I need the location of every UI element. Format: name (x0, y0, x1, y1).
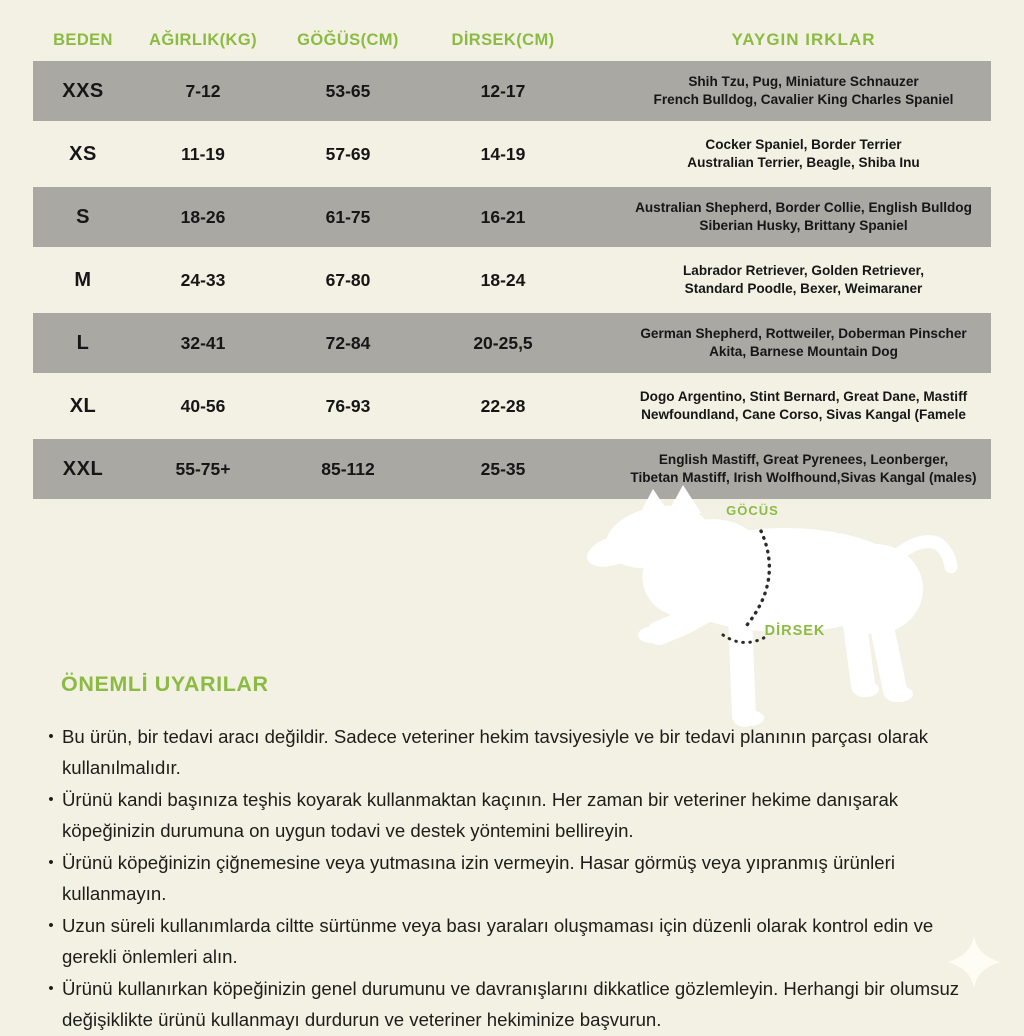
warning-text: Ürünü köpeğinizin çiğnemesine veya yutmasına izin vermeyin. Hasar görmüş veya yıpranmış ürünleri kullanmayın. (62, 852, 895, 904)
weight-cell: 11-19 (181, 143, 225, 164)
warning-text: Uzun süreli kullanımlarda ciltte sürtünme veya bası yaraları oluşmaması için düzenli olarak kontrol edin ve gerekli önlemleri alın. (62, 915, 934, 967)
column-header-size: BEDEN (53, 30, 113, 49)
table-row (33, 250, 991, 310)
warning-item (40, 973, 990, 1035)
table-row (33, 310, 991, 376)
weight-cell: 40-56 (180, 395, 226, 416)
warning-text: Bu ürün, bir tedavi aracı değildir. Sadece veteriner hekim tavsiyesiyle ve bir tedavi planının parçası olarak kullanılmalıdır. (62, 726, 929, 778)
table-header-row (33, 26, 991, 54)
breeds-line: Cocker Spaniel, Border Terrier (705, 137, 902, 152)
size-cell: S (76, 205, 90, 228)
breeds-line: Tibetan Mastiff, Irish Wolfhound,Sivas Kangal (males) (630, 470, 977, 485)
warnings-title: ÖNEMLİ UYARILAR (61, 672, 269, 696)
breeds-cell (583, 262, 1024, 298)
warnings-section (40, 672, 990, 1036)
breeds-line: French Bulldog, Cavalier King Charles Spaniel (653, 92, 954, 107)
bullet-icon: • (48, 917, 54, 934)
warning-item (40, 910, 990, 972)
breeds-line: Australian Shepherd, Border Collie, English Bulldog (635, 200, 972, 215)
chest-cell: 61-75 (325, 206, 371, 227)
elbow-cell: 22-28 (480, 395, 526, 416)
elbow-cell: 20-25,5 (473, 332, 533, 353)
breeds-line: English Mastiff, Great Pyrenees, Leonberger, (658, 452, 949, 467)
elbow-cell: 14-19 (480, 143, 526, 164)
weight-cell: 24-33 (180, 269, 226, 290)
size-cell: XXS (62, 79, 104, 102)
size-cell: M (74, 268, 92, 291)
table-body (0, 58, 1024, 502)
warning-item (40, 847, 990, 909)
breeds-cell (583, 73, 1024, 109)
sparkle-icon (948, 936, 1000, 988)
size-cell: XS (69, 142, 97, 165)
table-row (33, 184, 991, 250)
size-table (0, 0, 1024, 502)
breeds-line: Labrador Retriever, Golden Retriever, (682, 263, 924, 278)
chest-cell: 57-69 (325, 143, 371, 164)
bullet-icon: • (48, 980, 54, 997)
weight-cell: 55-75+ (175, 458, 231, 479)
elbow-cell: 12-17 (480, 80, 526, 101)
bullet-icon: • (48, 728, 54, 745)
chest-cell: 85-112 (321, 458, 375, 479)
breeds-line: Siberian Husky, Brittany Spaniel (699, 218, 908, 233)
breeds-line: Dogo Argentino, Stint Bernard, Great Dane, Mastiff (639, 389, 968, 404)
chest-cell: 76-93 (325, 395, 371, 416)
weight-cell: 18-26 (180, 206, 226, 227)
breeds-line: German Shepherd, Rottweiler, Doberman Pinscher (640, 326, 967, 341)
table-row (33, 58, 991, 124)
column-header-chest: GÖĞÜS(CM) (297, 30, 399, 49)
breeds-cell (583, 451, 1024, 487)
elbow-cell: 25-35 (480, 458, 526, 479)
column-header-weight: AĞIRLIK(KG) (149, 30, 257, 49)
elbow-cell: 16-21 (480, 206, 526, 227)
size-cell: XL (69, 394, 97, 417)
breeds-line: Standard Poodle, Bexer, Weimaraner (684, 281, 923, 296)
chest-cell: 72-84 (325, 332, 371, 353)
table-row (33, 376, 991, 436)
breeds-cell (583, 199, 1024, 235)
warning-item (40, 784, 990, 846)
size-cell: XXL (62, 457, 104, 480)
warning-item (40, 721, 990, 783)
breeds-line: Shih Tzu, Pug, Miniature Schnauzer (688, 74, 919, 89)
breeds-line: Newfoundland, Cane Corso, Sivas Kangal (Famele (641, 407, 966, 422)
breeds-line: Akita, Barnese Mountain Dog (709, 344, 898, 359)
weight-cell: 7-12 (185, 80, 221, 101)
chest-measure-label: GÖCÜS (726, 503, 779, 518)
bullet-icon: • (48, 854, 54, 871)
warning-text: Ürünü kandi başınıza teşhis koyarak kullanmaktan kaçının. Her zaman bir veteriner hekime danışarak köpeğinizin durumuna on uygun todavi ve destek yöntemini bellireyin. (62, 789, 899, 841)
breeds-cell (583, 136, 1024, 172)
breeds-cell (583, 388, 1024, 424)
bullet-icon: • (48, 791, 54, 808)
table-row (33, 124, 991, 184)
chest-cell: 67-80 (325, 269, 371, 290)
size-cell: L (76, 331, 90, 354)
weight-cell: 32-41 (180, 332, 226, 353)
column-header-breeds: YAYGIN IRKLAR (731, 30, 876, 49)
warning-text: Ürünü kullanırkan köpeğinizin genel durumunu ve davranışlarını dikkatlice gözlemleyin. Herhangi bir olumsuz değişiklikte ürünü kullanmayı durdurun ve veteriner hekiminize başvurun. (62, 978, 960, 1030)
chest-cell: 53-65 (325, 80, 371, 101)
column-header-elbow: DİRSEK(CM) (451, 30, 555, 49)
elbow-measure-label: DİRSEK (764, 623, 826, 639)
warnings-list (40, 721, 990, 1035)
breeds-line: Australian Terrier, Beagle, Shiba Inu (687, 155, 920, 170)
elbow-cell: 18-24 (480, 269, 526, 290)
breeds-cell (583, 325, 1024, 361)
